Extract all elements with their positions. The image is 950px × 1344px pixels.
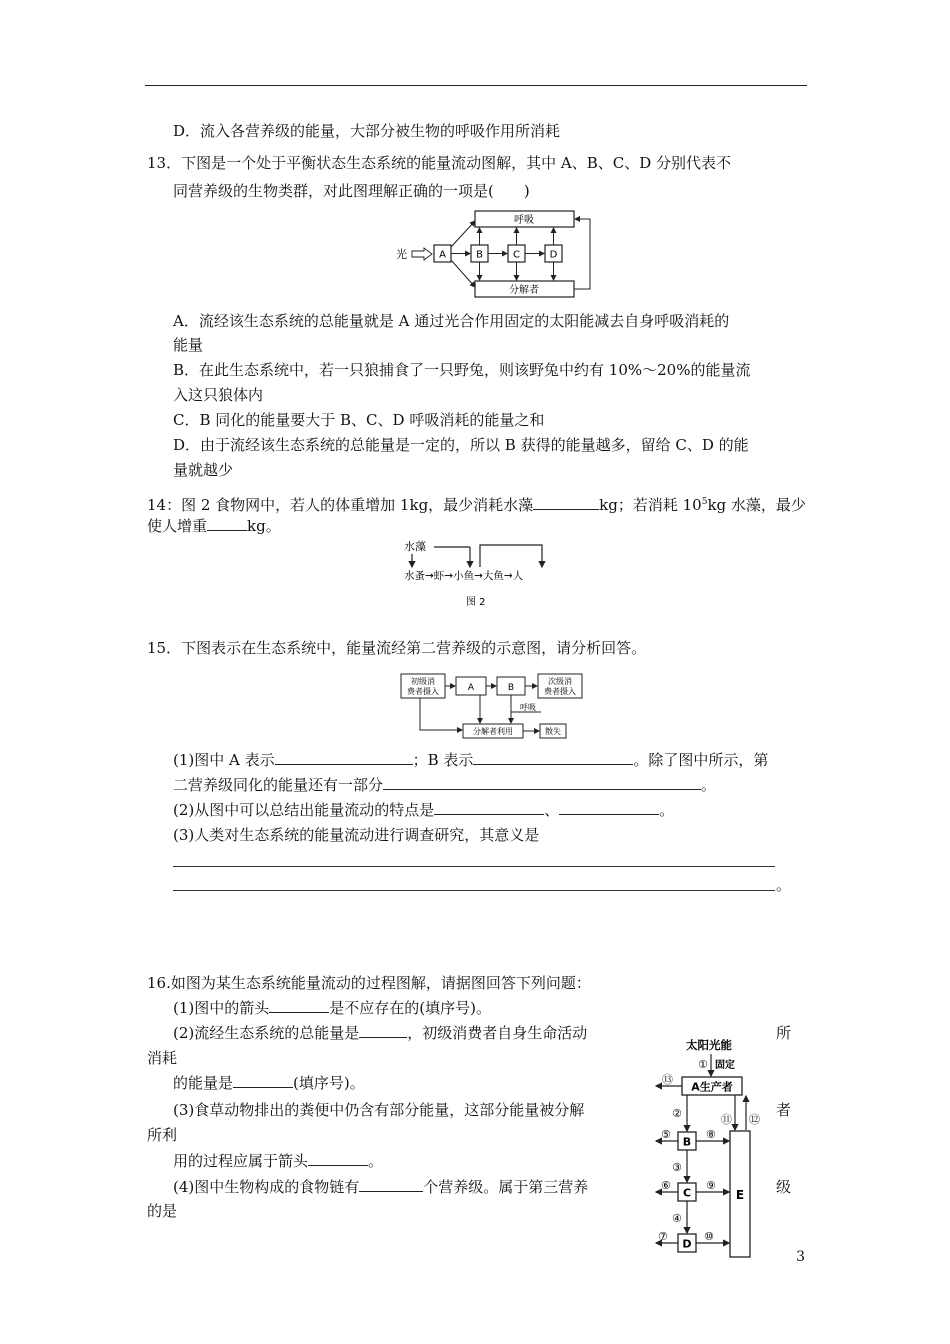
q13-option-d-2: 量就越少	[173, 461, 234, 479]
box-a: A	[467, 683, 475, 693]
q16-q3-cont: 所利	[147, 1126, 178, 1144]
producer-box: A生产者	[691, 1080, 733, 1094]
decomposer-use: 分解者利用	[473, 727, 513, 736]
q16-q2-line2-b: (填序号)。	[293, 1074, 365, 1092]
q16-blank-1[interactable]	[269, 998, 329, 1013]
light-arrow	[412, 248, 432, 260]
q14-blank-2[interactable]	[207, 516, 247, 531]
arrow-3-label: ③	[672, 1161, 682, 1174]
q14-text-e: kg。	[247, 517, 281, 535]
q15-q1-e: 。	[701, 776, 717, 794]
q15-q1-d: 二营养级同化的能量还有一部分	[173, 776, 384, 794]
q15-q2-a: (2)从图中可以总结出能量流动的特点是	[173, 801, 435, 819]
node-c: C	[682, 1186, 692, 1200]
q15-q1-a: (1)图中 A 表示	[173, 751, 275, 769]
q16-question-3-line2	[173, 1151, 383, 1171]
dissipate: 散失	[545, 727, 561, 736]
box-b: B	[507, 683, 515, 693]
q14-food-web-diagram	[400, 537, 560, 609]
q14-text-b: kg；若消耗 10	[599, 496, 702, 514]
q13-option-a-1: A．流经该生态系统的总能量就是 A 通过光合作用固定的太阳能减去自身呼吸消耗的	[173, 312, 730, 330]
q16-stem: 16.如图为某生态系统能量流动的过程图解，请据图回答下列问题：	[147, 974, 591, 992]
q13-option-b-2: 入这只狼体内	[173, 386, 264, 404]
q14-exponent: 5	[701, 497, 708, 507]
q16-energy-diagram	[650, 1034, 770, 1264]
node-c: C	[513, 249, 520, 261]
q15-blank-a[interactable]	[275, 750, 413, 765]
node-d: D	[549, 249, 558, 261]
q15-question-3: (3)人类对生态系统的能量流动进行调查研究，其意义是	[173, 826, 540, 844]
box1-line1: 初级消	[411, 677, 435, 686]
node-a: A	[439, 249, 446, 261]
q16-q2-b: ，初级消费者自身生命活动	[407, 1024, 588, 1042]
q14-text-d: 使人增重	[147, 517, 208, 535]
q16-q3-line2-b: 。	[368, 1152, 384, 1170]
q16-q1-a: (1)图中的箭头	[173, 999, 270, 1017]
q13-stem-line2: 同营养级的生物类群，对此图理解正确的一项是( )	[173, 182, 530, 200]
q16-q2-a: (2)流经生态系统的总能量是	[173, 1024, 360, 1042]
arrow-2-label: ②	[672, 1107, 682, 1120]
decomposer-label: 分解者	[509, 285, 539, 296]
box4-line1: 次级消	[548, 677, 572, 686]
algae-label: 水藻	[404, 540, 426, 553]
q13-option-b-1: B．在此生态系统中，若一只狼捕食了一只野兔，则该野兔中约有 10%～20%的能量流	[173, 361, 751, 379]
figure-caption: 图 2	[466, 597, 486, 608]
q14-line1	[147, 492, 806, 515]
q16-question-2	[173, 1023, 587, 1043]
q16-blank-2[interactable]	[359, 1023, 407, 1038]
q16-q4-cont: 的是	[147, 1202, 178, 1220]
respiration-label: 呼吸	[514, 215, 534, 226]
arrow-6-label: ⑥	[661, 1179, 671, 1192]
q15-blank-c[interactable]	[383, 775, 701, 790]
light-label: 光	[396, 248, 407, 261]
arrow-11-label: ⑪	[721, 1113, 732, 1126]
arrow-10-label: ⑩	[704, 1230, 714, 1243]
node-d: D	[682, 1237, 692, 1251]
q16-question-1	[173, 998, 491, 1018]
arrow-9-label: ⑨	[706, 1179, 716, 1192]
q15-stem: 15．下图表示在生态系统中，能量流经第二营养级的示意图，请分析回答。	[147, 639, 647, 657]
q15-answer-line-2[interactable]	[173, 890, 775, 891]
sun-label: 太阳光能	[686, 1038, 732, 1052]
q16-q1-b: 是不应存在的(填序号)。	[329, 999, 491, 1017]
q12-option-d: D．流入各营养级的能量，大部分被生物的呼吸作用所消耗	[173, 122, 561, 140]
q15-blank-d[interactable]	[434, 800, 544, 815]
q16-question-4	[173, 1177, 588, 1197]
arrow-8-label: ⑧	[706, 1128, 716, 1141]
q15-q2-c: 。	[659, 801, 675, 819]
q15-question-1-cont	[173, 775, 716, 795]
page-number: 3	[796, 1249, 805, 1265]
q15-question-1	[173, 750, 768, 770]
q15-energy-diagram	[400, 672, 590, 744]
node-b: B	[476, 249, 483, 261]
q13-energy-flow-diagram	[396, 208, 596, 300]
q16-q4-a: (4)图中生物构成的食物链有	[173, 1178, 360, 1196]
arrow-1-label: ①	[698, 1058, 708, 1071]
arrow-12-label: ⑫	[749, 1113, 760, 1126]
q16-q2-cont: 消耗	[147, 1049, 178, 1067]
q13-option-c: C．B 同化的能量要大于 B、C、D 呼吸消耗的能量之和	[173, 411, 545, 429]
q16-blank-5[interactable]	[359, 1177, 423, 1192]
q16-blank-3[interactable]	[233, 1073, 293, 1088]
box4-line2: 费者摄入	[544, 687, 576, 696]
q15-q2-b: 、	[544, 801, 560, 819]
q16-q3-line2-a: 用的过程应属于箭头	[173, 1152, 309, 1170]
q15-answer-line-1[interactable]	[173, 866, 775, 867]
food-chain: 水蚤→虾→小鱼→大鱼→人	[404, 570, 524, 582]
q16-question-3: (3)食草动物排出的粪便中仍含有部分能量，这部分能量被分解	[173, 1101, 585, 1119]
q15-blank-e[interactable]	[559, 800, 659, 815]
q16-blank-4[interactable]	[308, 1151, 368, 1166]
header-rule	[145, 85, 807, 86]
arrow-7-label: ⑦	[658, 1230, 668, 1243]
q13-stem-line1: 13．下图是一个处于平衡状态生态系统的能量流动图解，其中 A、B、C、D 分别代表不	[147, 154, 731, 172]
q16-q4-b: 个营养级。属于第三营养	[423, 1178, 589, 1196]
q13-option-d-1: D．由于流经该生态系统的总能量是一定的，所以 B 获得的能量越多，留给 C、D 的能	[173, 436, 749, 454]
respiration: 呼吸	[520, 703, 536, 712]
node-b: B	[682, 1135, 692, 1149]
q15-blank-b[interactable]	[473, 750, 633, 765]
q14-line2	[147, 516, 281, 536]
arrow-5-label: ⑤	[661, 1128, 671, 1141]
q15-q1-c: 。除了图中所示，第	[633, 751, 769, 769]
q14-text-a: 14：图 2 食物网中，若人的体重增加 1kg，最少消耗水藻	[147, 496, 534, 514]
q14-blank-1[interactable]	[533, 495, 599, 510]
q15-q1-b: ；B 表示	[412, 751, 474, 769]
box1-line2: 费者摄入	[407, 687, 439, 696]
arrow-13-label: ⑬	[662, 1073, 673, 1086]
q16-q4-right: 级	[776, 1178, 792, 1196]
fix-label: 固定	[715, 1060, 735, 1071]
q14-text-c: kg 水藻，最少	[707, 496, 806, 514]
q16-question-2-line2	[173, 1073, 365, 1093]
q16-q3-right: 者	[776, 1101, 792, 1119]
q16-q2-right: 所	[776, 1024, 792, 1042]
node-e: E	[735, 1188, 745, 1202]
q13-option-a-2: 能量	[173, 336, 204, 354]
q15-q3-end: 。	[776, 876, 792, 894]
q15-question-2	[173, 800, 674, 820]
q16-q2-line2-a: 的能量是	[173, 1074, 234, 1092]
arrow-4-label: ④	[672, 1212, 682, 1225]
